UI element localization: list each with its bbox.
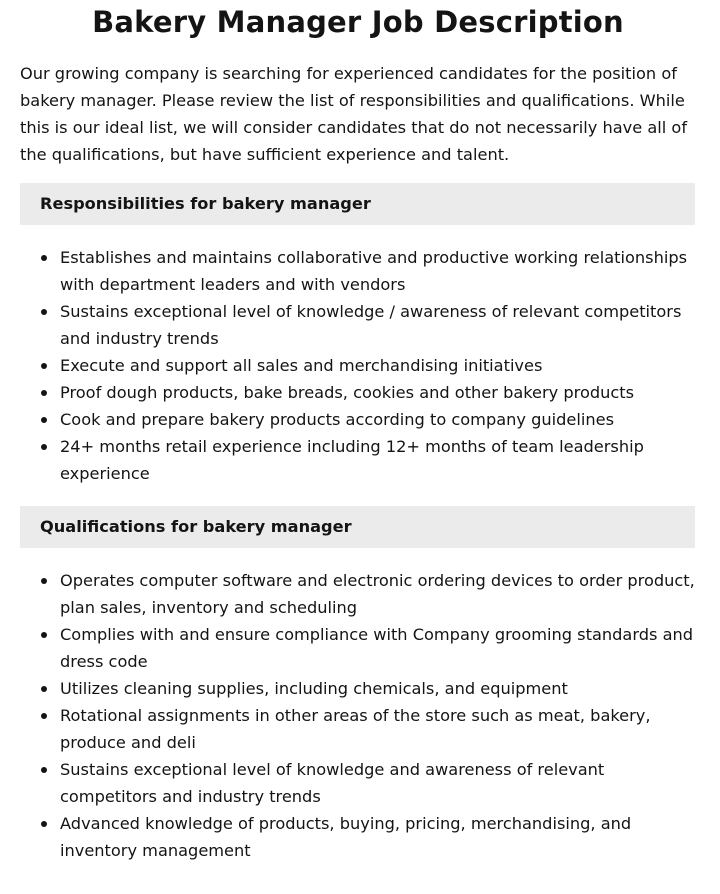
list-item — [20, 567, 695, 621]
bullet-icon — [41, 390, 47, 396]
list-item-text: Operates computer software and electronic ordering devices to order product, plan sales, inventory and scheduling — [60, 571, 695, 617]
list-item — [20, 352, 695, 379]
bullet-icon — [41, 713, 47, 719]
list-item-text: Establishes and maintains collaborative and productive working relationships with department leaders and with vendors — [60, 248, 688, 294]
intro-paragraph: Our growing company is searching for experienced candidates for the position of bakery manager. Please review the list of responsibilities and qualifications. While this is our ideal list, we will consider candidates that do not necessarily have all of the qualifications, but have sufficient experience and talent. — [20, 64, 688, 164]
responsibilities-list — [20, 244, 695, 487]
list-item-text: Complies with and ensure compliance with Company grooming standards and dress code — [60, 625, 694, 671]
list-item — [20, 810, 695, 864]
page-title: Bakery Manager Job Description — [92, 5, 624, 39]
list-item — [20, 756, 695, 810]
bullet-icon — [41, 578, 47, 584]
list-item-text: Rotational assignments in other areas of the store such as meat, bakery, produce and deli — [60, 706, 651, 752]
list-item-text: Sustains exceptional level of knowledge and awareness of relevant competitors and industry trends — [60, 760, 605, 806]
bullet-icon — [41, 632, 47, 638]
list-item-text: Advanced knowledge of products, buying, pricing, merchandising, and inventory management — [60, 814, 632, 860]
list-item-text: 24+ months retail experience including 12+ months of team leadership experience — [60, 437, 644, 483]
list-item-text: Sustains exceptional level of knowledge / awareness of relevant competitors and industry trends — [60, 302, 682, 348]
list-item-text: Execute and support all sales and merchandising initiatives — [60, 356, 543, 375]
bullet-icon — [41, 444, 47, 450]
list-item — [20, 433, 695, 487]
qualifications-list — [20, 567, 695, 864]
list-item — [20, 298, 695, 352]
qualifications-heading: Qualifications for bakery manager — [20, 506, 695, 548]
list-item-text: Cook and prepare bakery products according to company guidelines — [60, 410, 615, 429]
list-item-text: Utilizes cleaning supplies, including chemicals, and equipment — [60, 679, 568, 698]
bullet-icon — [41, 255, 47, 261]
responsibilities-heading: Responsibilities for bakery manager — [20, 183, 695, 225]
list-item — [20, 702, 695, 756]
list-item-text: Proof dough products, bake breads, cookies and other bakery products — [60, 383, 635, 402]
bullet-icon — [41, 417, 47, 423]
list-item — [20, 621, 695, 675]
bullet-icon — [41, 686, 47, 692]
list-item — [20, 675, 695, 702]
bullet-icon — [41, 363, 47, 369]
list-item — [20, 406, 695, 433]
bullet-icon — [41, 767, 47, 773]
bullet-icon — [41, 821, 47, 827]
list-item — [20, 244, 695, 298]
bullet-icon — [41, 309, 47, 315]
list-item — [20, 379, 695, 406]
